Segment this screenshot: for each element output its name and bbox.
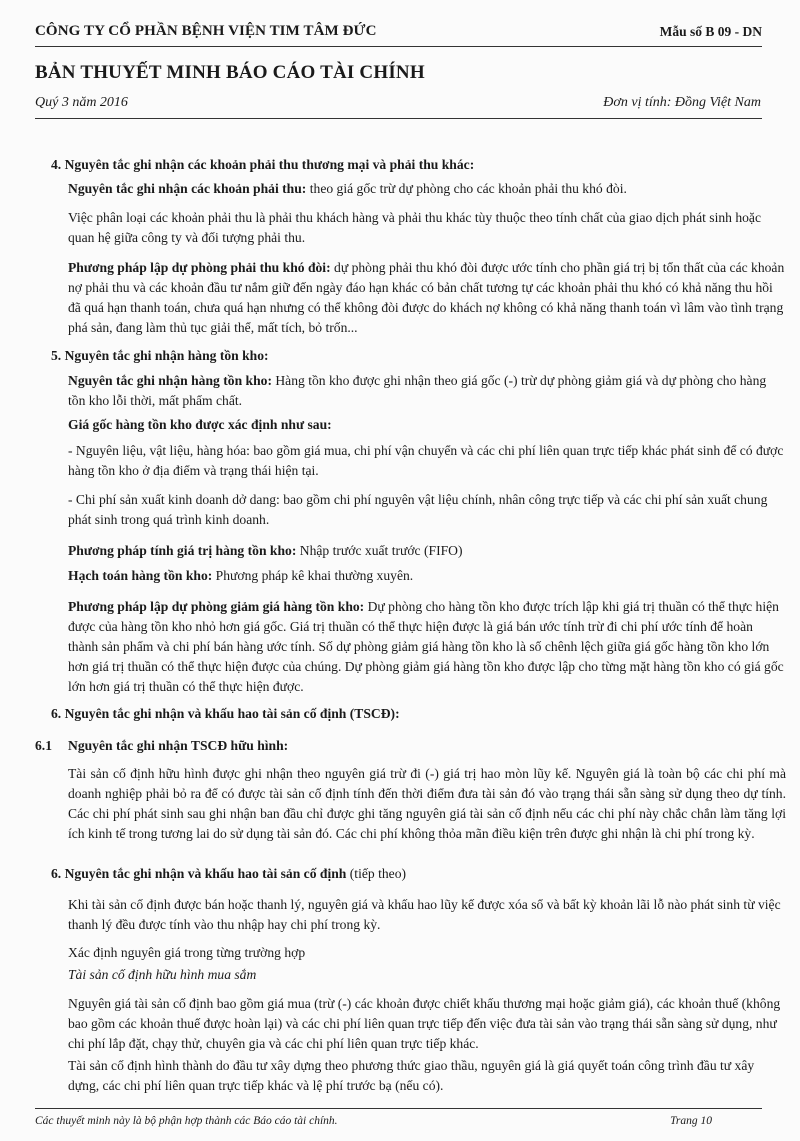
- inventory-cost-heading: Giá gốc hàng tồn kho được xác định như sau:: [68, 417, 332, 432]
- inventory-accounting: [68, 566, 786, 586]
- inventory-rule-text: Hàng tồn kho được ghi nhận theo giá gốc (-) trừ dự phòng giảm giá và dự phòng cho hàng tồn kho lỗi thời, mất phẩm chất.: [68, 373, 767, 408]
- footer-divider: [35, 1108, 762, 1109]
- continued-heading-text: 6. Nguyên tắc ghi nhận và khấu hao tài sản cố định: [51, 866, 347, 881]
- inventory-materials: - Nguyên liệu, vật liệu, hàng hóa: bao gồm giá mua, chi phí vận chuyển và các chi phí liên quan trực tiếp khác phát sinh để có được hàng tồn kho ở địa điểm và trạng thái hiện tại.: [68, 443, 784, 478]
- doubtful-debts-text: dự phòng phải thu khó đòi được ước tính cho phần giá trị bị tổn thất của các khoản nợ phải thu và các khoản đầu tư nắm giữ đến ngày đáo hạn khác có bản chất tương tự các khoản phải thu khó có khả năng thu hồi đã quá hạn thanh toán, chưa quá hạn nhưng có thể không đòi được do khách nợ không có khả năng thanh toán vì lâm vào tình trạng phá sản, đang làm thủ tục giải thể, mất tích, bỏ trốn...: [68, 260, 785, 335]
- document-title: BẢN THUYẾT MINH BÁO CÁO TÀI CHÍNH: [35, 62, 425, 83]
- section-4-classification: Việc phân loại các khoản phải thu là phải thu khách hàng và phải thu khác tùy thuộc theo tính chất của giao dịch phát sinh hoặc quan hệ giữa công ty và đối tượng phải thu.: [68, 210, 762, 245]
- valuation-method-label: Phương pháp tính giá trị hàng tồn kho:: [68, 543, 297, 558]
- receivables-rule-text: theo giá gốc trừ dự phòng cho các khoản phải thu khó đòi.: [306, 181, 627, 196]
- inventory-rule-label: Nguyên tắc ghi nhận hàng tồn kho:: [68, 373, 272, 388]
- company-name: CÔNG TY CỔ PHẦN BỆNH VIỆN TIM TÂM ĐỨC: [35, 23, 377, 39]
- footer-note: Các thuyết minh này là bộ phận hợp thành các Báo cáo tài chính.: [35, 1115, 338, 1127]
- inventory-accounting-label: Hạch toán hàng tồn kho:: [68, 568, 213, 583]
- inventory-wip: - Chi phí sản xuất kinh doanh dở dang: bao gồm chi phí nguyên vật liệu chính, nhân công trực tiếp và các chi phí sản xuất chung phát sinh trong quá trình kinh doanh.: [68, 492, 768, 527]
- section-6-1-text: Tài sản cố định hữu hình được ghi nhận theo nguyên giá trừ đi (-) giá trị hao mòn lũy kế. Nguyên giá là toàn bộ các chi phí mà doanh nghiệp phải bỏ ra để có được tài sản cố định tính đến thời điểm đưa tài sản đó vào trạng thái sẵn sàng sử dụng theo dự tính. Các chi phí phát sinh sau ghi nhận ban đầu chỉ được ghi tăng nguyên giá tài sản cố định nếu các chi phí này chắc chắn làm tăng lợi ích kinh tế trong tương lai do sử dụng tài sản đó. Các chi phí không thỏa mãn điều kiện trên được ghi nhận là chi phí trong kỳ.: [68, 766, 786, 841]
- doubtful-debts-label: Phương pháp lập dự phòng phải thu khó đòi:: [68, 260, 331, 275]
- inventory-provision-text: Dự phòng cho hàng tồn kho được trích lập khi giá trị thuần có thể thực hiện được của hàng tồn kho nhỏ hơn giá gốc. Giá trị thuần có thể thực hiện được là giá bán ước tính trừ đi chi phí ước tính để hoàn thành sản phẩm và chi phí bán hàng ước tính. Số dự phòng giảm giá hàng tồn kho là số chênh lệch giữa giá gốc hàng tồn kho lớn hơn giá trị thuần có thể thực hiện được của chúng. Dự phòng giảm giá hàng tồn kho được lập cho từng mặt hàng tồn kho có giá gốc lớn hơn giá trị thuần có thể thực hiện được.: [68, 599, 784, 694]
- inventory-valuation-method: [68, 541, 786, 561]
- header-divider: [35, 46, 762, 47]
- section-4-receivables-rule: [68, 179, 786, 199]
- section-6-1-heading: Nguyên tắc ghi nhận TSCĐ hữu hình:: [68, 738, 289, 753]
- constructed-assets-cost: Tài sản cố định hình thành do đầu tư xây dựng theo phương thức giao thầu, nguyên giá là giá quyết toán công trình đầu tư xây dựng, các chi phí liên quan trực tiếp khác và lệ phí trước bạ (nếu có).: [68, 1058, 755, 1093]
- currency-unit: Đơn vị tính: Đồng Việt Nam: [603, 95, 761, 110]
- section-4-doubtful-debts: [68, 258, 786, 338]
- inventory-provision-label: Phương pháp lập dự phòng giảm giá hàng tồn kho:: [68, 599, 365, 614]
- form-number: Mẫu số B 09 - DN: [659, 24, 762, 39]
- continued-suffix: (tiếp theo): [346, 866, 407, 881]
- reporting-period: Quý 3 năm 2016: [35, 95, 128, 110]
- section-4-heading: 4. Nguyên tắc ghi nhận các khoản phải thu thương mại và phải thu khác:: [51, 157, 475, 172]
- cost-determination-heading: Xác định nguyên giá trong từng trường hợp: [68, 945, 306, 960]
- section-5-heading: 5. Nguyên tắc ghi nhận hàng tồn kho:: [51, 348, 269, 363]
- section-6-heading: 6. Nguyên tắc ghi nhận và khấu hao tài sản cố định (TSCĐ):: [51, 706, 400, 721]
- inventory-accounting-text: Phương pháp kê khai thường xuyên.: [212, 568, 414, 583]
- section-6-1-number: 6.1: [35, 738, 52, 753]
- section-5-inventory-rule: [68, 371, 786, 411]
- section-6-continued-heading: [51, 864, 771, 884]
- title-divider: [35, 118, 762, 119]
- purchased-assets-subheading: Tài sản cố định hữu hình mua sắm: [68, 967, 257, 982]
- receivables-rule-label: Nguyên tắc ghi nhận các khoản phải thu:: [68, 181, 307, 196]
- page-number: Trang 10: [670, 1115, 712, 1127]
- inventory-provision: [68, 597, 786, 697]
- purchased-assets-cost: Nguyên giá tài sản cố định bao gồm giá mua (trừ (-) các khoản được chiết khấu thương mại hoặc giảm giá), các khoản thuế (không bao gồm các khoản thuế được hoàn lại) và các chi phí liên quan trực tiếp đến việc đưa tài sản vào trạng thái sẵn sàng sử dụng, như chi phí lắp đặt, chạy thử, chuyên gia và các chi phí liên quan trực tiếp khác.: [68, 996, 781, 1051]
- disposal-paragraph: Khi tài sản cố định được bán hoặc thanh lý, nguyên giá và khấu hao lũy kế được xóa sổ và bất kỳ khoản lãi lỗ nào phát sinh từ việc thanh lý đều được tính vào thu nhập hay chi phí trong kỳ.: [68, 897, 781, 932]
- valuation-method-text: Nhập trước xuất trước (FIFO): [296, 543, 463, 558]
